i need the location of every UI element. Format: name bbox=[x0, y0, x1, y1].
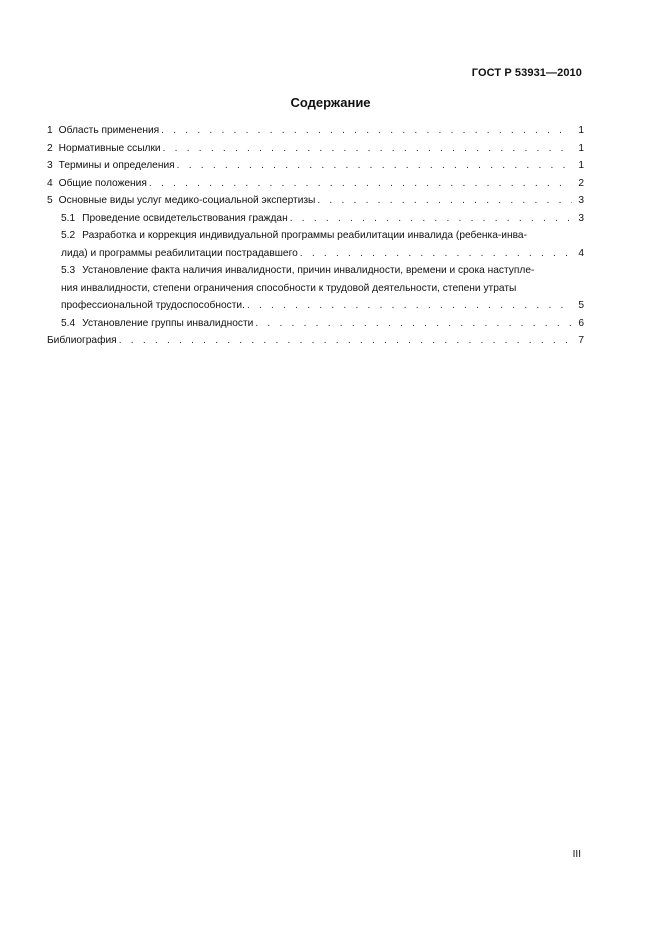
toc-entry-bibliography[interactable] bbox=[47, 332, 584, 350]
leader-dots bbox=[255, 315, 572, 333]
leader-dots bbox=[161, 122, 572, 140]
toc-entry-number: 5.4 bbox=[61, 317, 76, 329]
page-number: III bbox=[572, 849, 581, 860]
toc-entry-title: Проведение освидетельствования граждан bbox=[82, 212, 288, 224]
document-number: ГОСТ Р 53931—2010 bbox=[471, 67, 582, 79]
toc-page-number: 6 bbox=[578, 317, 584, 329]
toc-page-number: 5 bbox=[578, 300, 584, 311]
table-of-contents bbox=[47, 122, 584, 350]
toc-entry-title: Термины и определения bbox=[58, 160, 175, 171]
toc-entry-number: 1 bbox=[47, 125, 53, 136]
toc-entry-number: 4 bbox=[47, 177, 53, 189]
toc-title: Содержание bbox=[290, 95, 371, 110]
toc-entry-number: 5.3 bbox=[61, 265, 76, 276]
toc-entry-title-line-1: Установление факта наличия инвалидности, причин инвалидности, времени и срока наступле- bbox=[82, 265, 535, 276]
toc-page-number: 1 bbox=[578, 142, 584, 154]
toc-entry-title: Библиография bbox=[47, 335, 117, 346]
toc-entry-number: 2 bbox=[47, 142, 53, 154]
toc-entry-5-2[interactable] bbox=[47, 227, 584, 262]
toc-entry-5-4[interactable] bbox=[47, 315, 584, 333]
toc-entry-title: Установление группы инвалидности bbox=[82, 317, 254, 329]
toc-entry-2[interactable] bbox=[47, 140, 584, 158]
toc-entry-number: 5.2 bbox=[61, 230, 76, 241]
toc-entry-title-line-2: ния инвалидности, степени ограничения способности к трудовой деятельности, степени утраты bbox=[61, 282, 517, 294]
leader-dots bbox=[149, 175, 572, 193]
leader-dots bbox=[177, 157, 572, 175]
toc-entry-5-1[interactable] bbox=[47, 210, 584, 228]
toc-entry-number: 5.1 bbox=[61, 212, 76, 224]
toc-entry-1[interactable] bbox=[47, 122, 584, 140]
toc-page-number: 4 bbox=[578, 247, 584, 259]
toc-entry-title: Общие положения bbox=[58, 177, 147, 189]
toc-page-number: 3 bbox=[578, 195, 584, 206]
toc-entry-title: Область применения bbox=[58, 125, 160, 136]
toc-entry-title-line-1: Разработка и коррекция индивидуальной программы реабилитации инвалида (ребенка-инва- bbox=[82, 230, 527, 241]
toc-entry-3[interactable] bbox=[47, 157, 584, 175]
toc-page-number: 3 bbox=[578, 212, 584, 224]
toc-page-number: 2 bbox=[578, 177, 584, 189]
toc-entry-number: 3 bbox=[47, 160, 53, 171]
toc-entry-title: Нормативные ссылки bbox=[58, 142, 161, 154]
toc-entry-title-line-3: профессиональной трудоспособности. bbox=[61, 300, 245, 311]
leader-dots bbox=[247, 297, 572, 315]
leader-dots bbox=[163, 140, 572, 158]
toc-entry-number: 5 bbox=[47, 195, 53, 206]
toc-page-number: 7 bbox=[578, 335, 584, 346]
leader-dots bbox=[300, 245, 572, 263]
leader-dots bbox=[317, 192, 572, 210]
toc-entry-5[interactable] bbox=[47, 192, 584, 210]
leader-dots bbox=[119, 332, 572, 350]
toc-entry-4[interactable] bbox=[47, 175, 584, 193]
toc-page-number: 1 bbox=[578, 125, 584, 136]
leader-dots bbox=[290, 210, 572, 228]
toc-entry-5-3[interactable] bbox=[47, 262, 584, 315]
toc-page-number: 1 bbox=[578, 160, 584, 171]
toc-entry-title: Основные виды услуг медико-социальной экспертизы bbox=[58, 195, 316, 206]
toc-entry-title-line-2: лида) и программы реабилитации пострадавшего bbox=[61, 247, 298, 259]
